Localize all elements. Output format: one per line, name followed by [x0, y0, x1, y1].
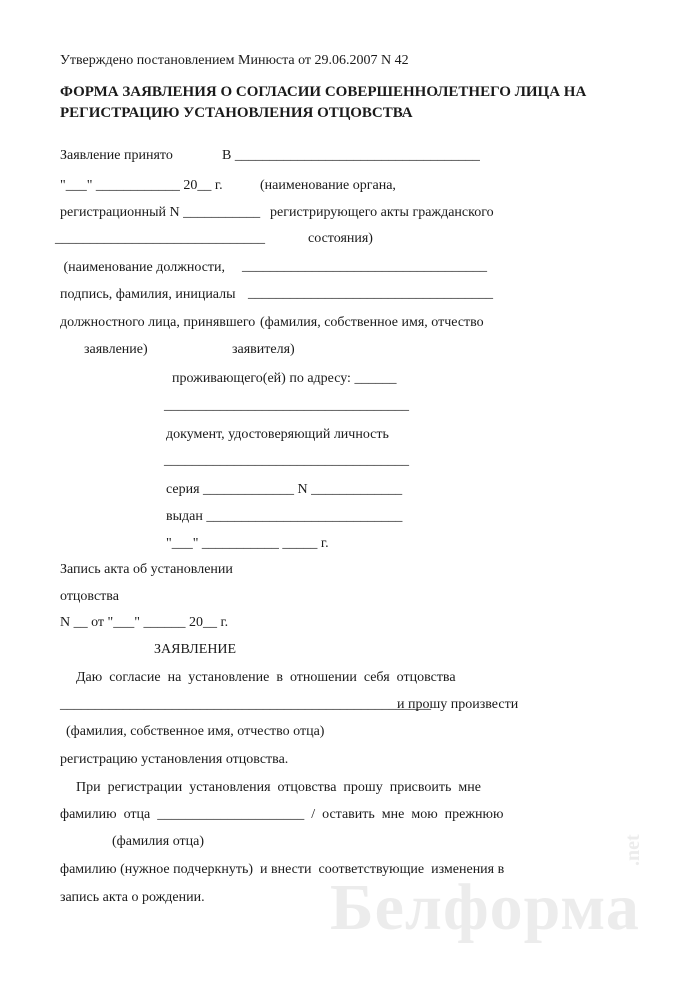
id-issued-by[interactable]: выдан ____________________________: [166, 509, 403, 524]
organ-label-2: регистрирующего акты гражданского: [270, 205, 494, 220]
address-blank[interactable]: ___________________________________: [164, 398, 409, 413]
official-label: должностного лица, принявшего: [60, 315, 256, 330]
applicant-blank-2[interactable]: ___________________________________: [248, 286, 493, 301]
organ-label-3: состояния): [308, 231, 373, 246]
statement-heading: ЗАЯВЛЕНИЕ: [154, 642, 237, 657]
id-issued-date[interactable]: "___" ___________ _____ г.: [166, 536, 329, 551]
position-label: (наименование должности,: [60, 260, 226, 275]
father-fio-label: (фамилия, собственное имя, отчество отца): [66, 724, 325, 739]
accepted-label: Заявление принято: [60, 148, 173, 163]
id-document-blank[interactable]: ___________________________________: [164, 453, 409, 468]
applicant-blank-1[interactable]: ___________________________________: [242, 259, 487, 274]
form-title-line1: ФОРМА ЗАЯВЛЕНИЯ О СОГЛАСИИ СОВЕРШЕННОЛЕТНЕГО ЛИЦА НА: [60, 84, 587, 100]
applicant-fio-label: (фамилия, собственное имя, отчество: [260, 315, 484, 330]
record-label-1: Запись акта об установлении: [60, 562, 233, 577]
signature-label: подпись, фамилия, инициалы: [60, 287, 236, 302]
watermark-logo: Белформа: [330, 871, 640, 944]
record-label-2: отцовства: [60, 589, 119, 604]
recipient-line[interactable]: В ___________________________________: [222, 148, 480, 163]
father-surname-label: (фамилия отца): [112, 834, 205, 849]
registration-text: регистрацию установления отцовства.: [60, 752, 289, 767]
official-blank[interactable]: ______________________________: [55, 231, 265, 246]
address-line[interactable]: проживающего(ей) по адресу: ______: [172, 371, 397, 386]
consent-text-tail: и прошу произвести: [397, 697, 519, 712]
approved-note: Утверждено постановлением Минюста от 29.06.2007 N 42: [60, 53, 409, 68]
organ-label-1: (наименование органа,: [260, 178, 396, 193]
form-title-line2: РЕГИСТРАЦИЮ УСТАНОВЛЕНИЯ ОТЦОВСТВА: [60, 105, 413, 121]
registration-number[interactable]: регистрационный N ___________: [60, 205, 261, 220]
id-document-label: документ, удостоверяющий личность: [166, 427, 389, 442]
surname-choice-line[interactable]: фамилию отца _____________________ / оставить мне мою прежнюю: [60, 807, 504, 822]
applicant-label: заявителя): [232, 342, 295, 357]
statement-label: заявление): [84, 342, 148, 357]
birth-record-text: запись акта о рождении.: [60, 890, 205, 905]
father-fio-blank[interactable]: _____________________________________________________: [60, 697, 431, 712]
changes-text: фамилию (нужное подчеркнуть) и внести соответствующие изменения в: [60, 862, 505, 877]
consent-text: Даю согласие на установление в отношении себя отцовства: [76, 670, 456, 685]
watermark-suffix: .net: [622, 834, 644, 866]
record-number-date[interactable]: N __ от "___" ______ 20__ г.: [60, 615, 229, 630]
id-series-number[interactable]: серия _____________ N _____________: [166, 482, 403, 497]
acceptance-date[interactable]: "___" ____________ 20__ г.: [60, 178, 223, 193]
surname-request-text: При регистрации установления отцовства прошу присвоить мне: [76, 780, 481, 795]
